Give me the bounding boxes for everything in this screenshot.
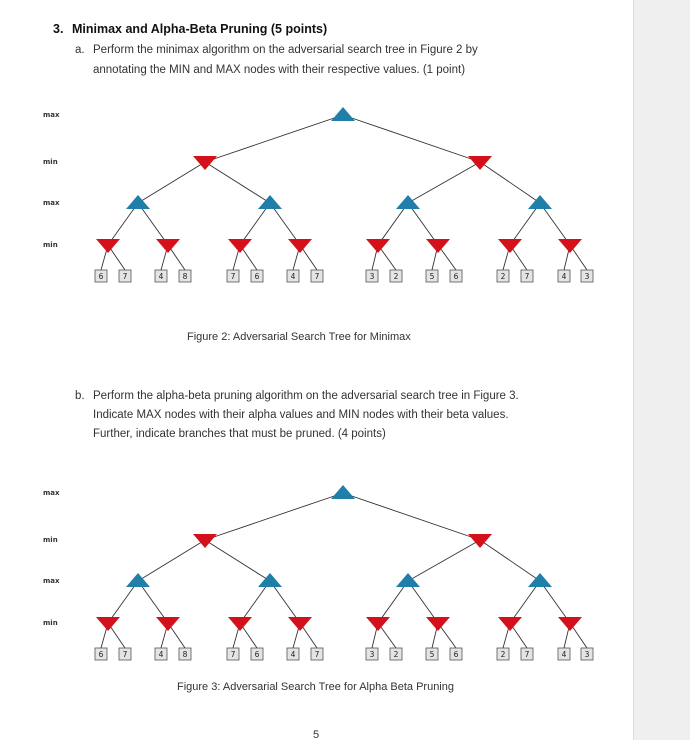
leaf-value: 7 [122,650,128,659]
min-node-triangle [96,617,120,631]
leaf-node [558,648,570,660]
min-node-triangle [366,617,390,631]
leaf-value: 3 [584,650,590,659]
level-label-min: min [43,619,58,627]
level-label-max: max [43,199,60,207]
leaf-node [366,648,378,660]
tree-edge [510,581,540,623]
leaf-value: 7 [230,650,236,659]
leaf-node [251,648,263,660]
right-margin-panel [633,0,690,740]
leaf-value: 7 [524,272,530,281]
part-b-text-line-2: Indicate MAX nodes with their alpha values and MIN nodes with their beta values. [93,409,509,421]
leaf-node [227,648,239,660]
figure-2-caption: Figure 2: Adversarial Search Tree for Minimax [187,331,411,343]
leaf-value: 8 [182,650,188,659]
leaf-node [390,648,402,660]
figure3-leaves [95,648,593,660]
min-node-triangle [193,534,217,548]
max-node-triangle [396,573,420,587]
part-a-marker: a. [75,44,85,56]
leaf-value: 5 [429,650,435,659]
leaf-value: 7 [314,650,320,659]
leaf-value: 6 [254,272,260,281]
level-label-max: max [43,489,60,497]
tree-edge [378,581,408,623]
leaf-value: 4 [158,650,164,659]
leaf-value: 7 [524,650,530,659]
leaf-value: 5 [429,272,435,281]
leaf-value: 2 [393,272,399,281]
leaf-value: 7 [314,272,320,281]
tree-edge [343,493,480,540]
level-label-max: max [43,111,60,119]
question-title: Minimax and Alpha-Beta Pruning (5 points) [72,22,328,36]
tree-edge [480,540,540,581]
leaf-value: 3 [584,272,590,281]
tree-edge [138,540,205,581]
leaf-node [287,648,299,660]
leaf-value: 3 [369,650,375,659]
leaf-value: 6 [453,650,459,659]
part-b-text-line-3: Further, indicate branches that must be pruned. (4 points) [93,428,386,440]
question-number: 3. [53,22,64,36]
leaf-value: 4 [290,272,296,281]
level-label-min: min [43,241,58,249]
leaf-value: 7 [122,272,128,281]
leaf-value: 2 [500,272,506,281]
max-node-triangle [126,573,150,587]
leaf-value: 4 [561,272,567,281]
leaf-node [119,648,131,660]
leaf-node [581,648,593,660]
leaf-node [450,648,462,660]
tree-edge [205,540,270,581]
max-node-triangle [331,485,355,499]
tree-edge [540,581,570,623]
leaf-value: 7 [230,272,236,281]
leaf-value: 3 [369,272,375,281]
tree-edge [205,493,343,540]
leaf-value: 2 [393,650,399,659]
part-b-marker: b. [75,390,85,402]
tree-edge [270,581,300,623]
tree-edge [138,581,168,623]
leaf-value: 4 [290,650,296,659]
tree-edge [408,540,480,581]
figure-3-caption: Figure 3: Adversarial Search Tree for Alpha Beta Pruning [177,681,454,693]
figure3-level-labels [43,489,60,627]
figure3-nodes [96,485,582,631]
tree-edge [240,581,270,623]
level-label-min: min [43,158,58,166]
level-label-max: max [43,577,60,585]
level-label-min: min [43,536,58,544]
min-node-triangle [426,617,450,631]
leaf-node [497,648,509,660]
leaf-value: 4 [561,650,567,659]
leaf-node [155,648,167,660]
min-node-triangle [288,617,312,631]
max-node-triangle [258,573,282,587]
min-node-triangle [228,617,252,631]
tree-edge [408,581,438,623]
min-node-triangle [498,617,522,631]
leaf-node [179,648,191,660]
min-node-triangle [156,617,180,631]
part-a-text-line-1: Perform the minimax algorithm on the adversarial search tree in Figure 2 by [93,44,478,56]
leaf-value: 4 [158,272,164,281]
leaf-value: 6 [254,650,260,659]
page-number: 5 [313,729,320,741]
leaf-value: 6 [453,272,459,281]
leaf-node [426,648,438,660]
leaf-value: 6 [98,650,104,659]
part-a-text-line-2: annotating the MIN and MAX nodes with their respective values. (1 point) [93,64,466,76]
leaf-node [521,648,533,660]
leaf-node [95,648,107,660]
leaf-value: 8 [182,272,188,281]
min-node-triangle [558,617,582,631]
leaf-value: 6 [98,272,104,281]
part-b-text-line-1: Perform the alpha-beta pruning algorithm on the adversarial search tree in Figure 3. [93,390,519,402]
leaf-node [311,648,323,660]
tree-edge [108,581,138,623]
leaf-value: 2 [500,650,506,659]
